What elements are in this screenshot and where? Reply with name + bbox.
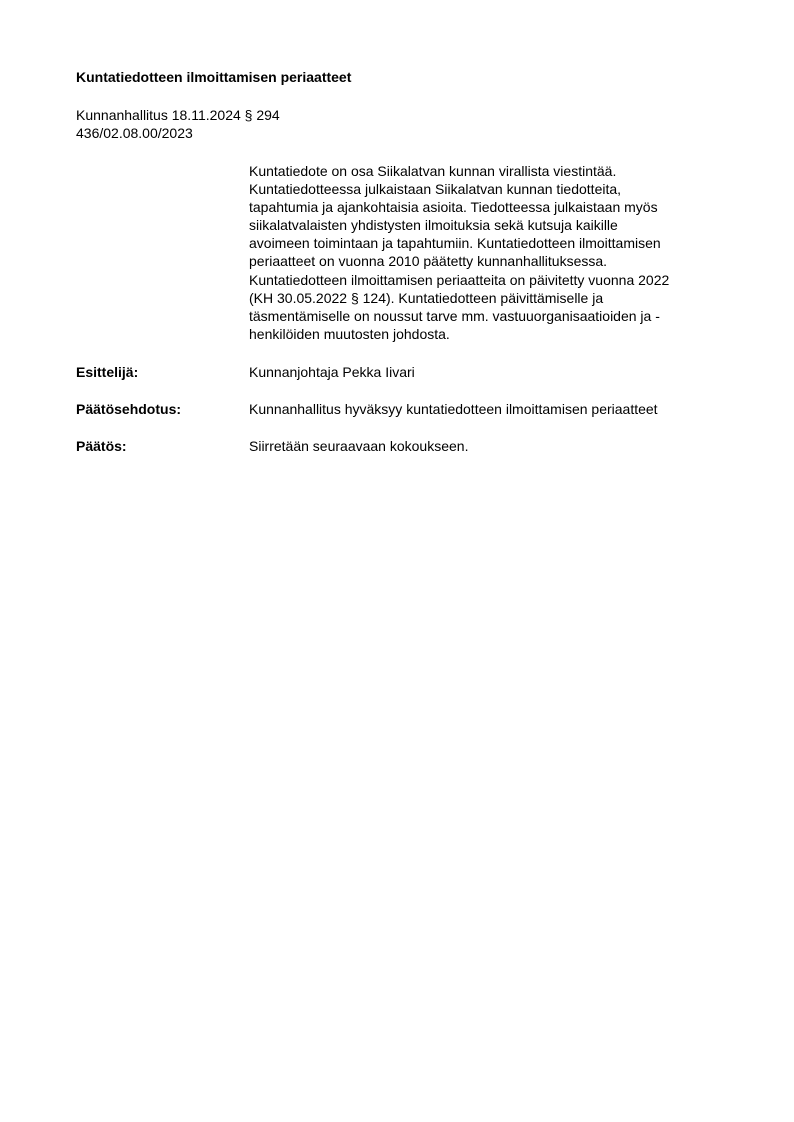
decision-proposal-value: Kunnanhallitus hyväksyy kuntatiedotteen ilmoittamisen periaatteet [249, 401, 658, 417]
presenter-label: Esittelijä: [76, 364, 139, 380]
field-decision-proposal [76, 400, 756, 418]
description-line: Kuntatiedotteen ilmoittamisen periaatteita on päivitetty vuonna 2022 [249, 271, 670, 288]
description-line: Kuntatiedote on osa Siikalatvan kunnan virallista viestintää. [249, 163, 617, 179]
field-decision [76, 437, 756, 455]
document-meta [76, 106, 280, 142]
description-line: Kuntatiedotteessa julkaistaan Siikalatvan kunnan tiedotteita, [249, 181, 622, 198]
description-line: periaatteet on vuonna 2010 päätetty kunnanhallituksessa. [249, 253, 608, 270]
presenter-value: Kunnanjohtaja Pekka Iivari [249, 364, 415, 380]
document-title: Kuntatiedotteen ilmoittamisen periaatteet [76, 69, 352, 85]
field-presenter [76, 363, 756, 381]
meeting-reference: Kunnanhallitus 18.11.2024 § 294 [76, 107, 280, 123]
description-line: siikalatvalaisten yhdistysten ilmoituksia sekä kutsuja kaikille [249, 217, 618, 234]
decision-value: Siirretään seuraavaan kokoukseen. [249, 438, 469, 454]
record-number: 436/02.08.00/2023 [76, 125, 193, 141]
decision-label: Päätös: [76, 438, 127, 454]
description-text [249, 162, 739, 343]
decision-proposal-label: Päätösehdotus: [76, 401, 182, 417]
description-line: henkilöiden muutosten johdosta. [249, 325, 450, 342]
description-line: (KH 30.05.2022 § 124). Kuntatiedotteen päivittämiselle ja [249, 289, 604, 306]
description-line: tapahtumia ja ajankohtaisia asioita. Tiedotteessa julkaistaan myös [249, 199, 658, 216]
description-line: avoimeen toimintaan ja tapahtumiin. Kuntatiedotteen ilmoittamisen [249, 235, 661, 252]
description-line: täsmentämiselle on noussut tarve mm. vastuuorganisaatioiden ja - [249, 307, 660, 324]
